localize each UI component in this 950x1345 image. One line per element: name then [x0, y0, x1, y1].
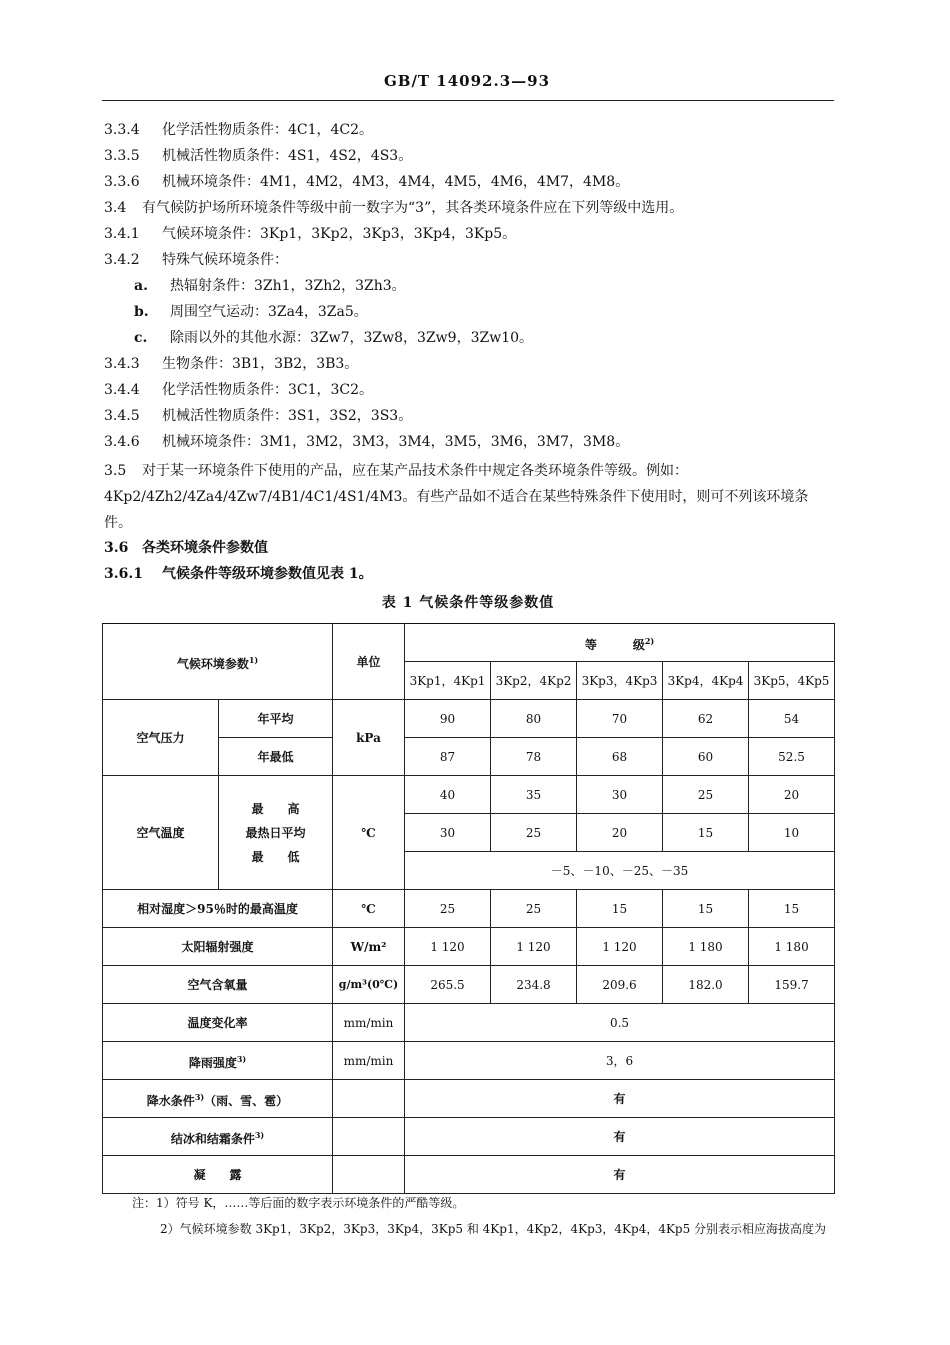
icing-unit [333, 1118, 405, 1156]
table-cell: 54 [749, 700, 835, 738]
table-notes [132, 1190, 842, 1242]
solar-unit: W/m² [333, 928, 405, 966]
clause-3-4-6 [104, 432, 834, 458]
clause-text: 生物条件：3B1，3B2，3B3。 [162, 356, 359, 372]
table-cell: 90 [405, 700, 491, 738]
table-cell: 1 180 [749, 928, 835, 966]
temp-label: 空气温度 [103, 776, 219, 890]
clause-text: 机械环境条件：3M1，3M2，3M3，3M4，3M5，3M6，3M7，3M8。 [162, 434, 630, 450]
table-cell: 3，6 [405, 1042, 835, 1080]
table-cell: 15 [749, 890, 835, 928]
table-cell: 182.0 [663, 966, 749, 1004]
clause-text: 热辐射条件：3Zh1，3Zh2，3Zh3。 [170, 278, 406, 294]
precip-row [103, 1080, 835, 1118]
pressure-sub-min: 年最低 [219, 738, 333, 776]
table-cell: 1 120 [491, 928, 577, 966]
header-row [103, 624, 835, 662]
table-cell: 1 120 [405, 928, 491, 966]
clause-number: 3.4.4 [104, 382, 140, 398]
clause-3-3-4 [104, 120, 834, 146]
humidity-row [103, 890, 835, 928]
table-cell: 87 [405, 738, 491, 776]
clause-text: 化学活性物质条件：4C1，4C2。 [162, 122, 374, 138]
table-cell: 35 [491, 776, 577, 814]
grade-5: 3Kp5，4Kp5 [749, 662, 835, 700]
temp-sub-hotday: 最热日平均 [245, 825, 306, 840]
clause-3-4-2-a [104, 276, 834, 302]
table-cell: 265.5 [405, 966, 491, 1004]
humidity-unit: ℃ [333, 890, 405, 928]
note-2: 2）气候环境参数 3Kp1，3Kp2，3Kp3，3Kp4，3Kp5 和 4Kp1，4Kp2，4Kp3，4Kp4，4Kp5 分别表示相应海拔高度为 [160, 1222, 827, 1236]
clause-3-4-2-c [104, 328, 834, 354]
humidity-label: 相对湿度＞95％时的最高温度 [103, 890, 333, 928]
table-cell: 30 [405, 814, 491, 852]
clause-3-4-5 [104, 406, 834, 432]
climate-parameter-table [102, 623, 835, 1194]
clause-3-4 [104, 198, 834, 224]
grade-2: 3Kp2，4Kp2 [491, 662, 577, 700]
temp-sub-low: 最 低 [251, 849, 300, 864]
clause-text: 气候条件等级环境参数值见表 1。 [162, 566, 373, 582]
rain-row [103, 1042, 835, 1080]
clause-3-5 [104, 458, 834, 536]
head-unit: 单位 [333, 624, 405, 700]
clause-number: 3.4.5 [104, 408, 140, 424]
clause-number: 3.3.6 [104, 174, 140, 190]
precip-label: 降水条件$^{3)}$（雨、雪、雹） [103, 1080, 333, 1118]
table-cell: 有 [405, 1156, 835, 1194]
table-cell: －5、－10、－25、－35 [405, 852, 835, 890]
table-cell: 209.6 [577, 966, 663, 1004]
table-cell: 20 [749, 776, 835, 814]
clause-3-3-5 [104, 146, 834, 172]
temp-change-unit: mm/min [333, 1004, 405, 1042]
table-cell: 20 [577, 814, 663, 852]
clause-3-6-1 [104, 564, 834, 590]
temp-change-row [103, 1004, 835, 1042]
table-cell: 0.5 [405, 1004, 835, 1042]
clause-3-4-3 [104, 354, 834, 380]
table-cell: 52.5 [749, 738, 835, 776]
clause-list [104, 120, 834, 590]
pressure-label: 空气压力 [103, 700, 219, 776]
clause-3-4-2 [104, 250, 834, 276]
head-grade: 等 级$^{2)}$ [405, 624, 835, 662]
clause-number: 3.4.6 [104, 434, 140, 450]
temp-unit: ℃ [333, 776, 405, 890]
clause-text: 机械活性物质条件：4S1，4S2，4S3。 [162, 148, 413, 164]
clause-number: 3.3.4 [104, 122, 140, 138]
clause-number: 3.4.3 [104, 356, 140, 372]
table-cell: 68 [577, 738, 663, 776]
table-cell: 25 [663, 776, 749, 814]
table-cell: 25 [491, 814, 577, 852]
clause-text: 机械活性物质条件：3S1，3S2，3S3。 [162, 408, 413, 424]
clause-text: 各类环境条件参数值 [142, 540, 268, 556]
oxygen-label: 空气含氧量 [103, 966, 333, 1004]
table-cell: 159.7 [749, 966, 835, 1004]
dew-unit [333, 1156, 405, 1194]
oxygen-row [103, 966, 835, 1004]
table-cell: 30 [577, 776, 663, 814]
clause-3-6 [104, 538, 834, 564]
grade-3: 3Kp3，4Kp3 [577, 662, 663, 700]
table-cell: 25 [405, 890, 491, 928]
note-1: 注：1）符号 K，……等后面的数字表示环境条件的严酷等级。 [132, 1196, 465, 1210]
clause-text: 机械环境条件：4M1，4M2，4M3，4M4，4M5，4M6，4M7，4M8。 [162, 174, 630, 190]
grade-1: 3Kp1，4Kp1 [405, 662, 491, 700]
pressure-row-avg [103, 700, 835, 738]
pressure-sub-avg: 年平均 [219, 700, 333, 738]
table-cell: 1 120 [577, 928, 663, 966]
rain-unit: mm/min [333, 1042, 405, 1080]
table-cell: 15 [577, 890, 663, 928]
table-cell: 70 [577, 700, 663, 738]
precip-unit [333, 1080, 405, 1118]
item-letter: b. [134, 304, 149, 320]
clause-text: 化学活性物质条件：3C1，3C2。 [162, 382, 374, 398]
rain-label: 降雨强度$^{3)}$ [103, 1042, 333, 1080]
clause-number: 3.5 [104, 463, 127, 479]
clause-text: 除雨以外的其他水源：3Zw7，3Zw8，3Zw9，3Zw10。 [170, 330, 534, 346]
clause-text: 周围空气运动：3Za4，3Za5。 [170, 304, 368, 320]
table-cell: 25 [491, 890, 577, 928]
page-header: GB/T 14092.3—93 [383, 72, 551, 90]
clause-3-4-1 [104, 224, 834, 250]
solar-label: 太阳辐射强度 [103, 928, 333, 966]
clause-3-3-6 [104, 172, 834, 198]
item-letter: c. [134, 330, 148, 346]
temp-row-high [103, 776, 835, 814]
clause-number: 3.4.2 [104, 252, 140, 268]
table-cell: 1 180 [663, 928, 749, 966]
icing-row [103, 1118, 835, 1156]
table-cell: 234.8 [491, 966, 577, 1004]
clause-text: 气候环境条件：3Kp1，3Kp2，3Kp3，3Kp4，3Kp5。 [162, 226, 517, 242]
solar-row [103, 928, 835, 966]
clause-text: 对于某一环境条件下使用的产品，应在某产品技术条件中规定各类环境条件等级。例如：4Kp2/4Zh2/4Za4/4Zw7/4B1/4C1/4S1/4M3。有些产品如不适合在某些特殊条件下使用时，则可不列该环境条件。 [104, 463, 809, 531]
dew-row [103, 1156, 835, 1194]
icing-label: 结冰和结霜条件$^{3)}$ [103, 1118, 333, 1156]
clause-number: 3.4.1 [104, 226, 140, 242]
clause-number: 3.3.5 [104, 148, 140, 164]
clause-number: 3.6 [104, 540, 129, 556]
grade-4: 3Kp4，4Kp4 [663, 662, 749, 700]
clause-text: 有气候防护场所环境条件等级中前一数字为“3”，其各类环境条件应在下列等级中选用。 [142, 200, 684, 216]
clause-3-4-4 [104, 380, 834, 406]
clause-3-4-2-b [104, 302, 834, 328]
table-cell: 15 [663, 890, 749, 928]
table-cell: 80 [491, 700, 577, 738]
table-cell: 有 [405, 1080, 835, 1118]
clause-number: 3.4 [104, 200, 127, 216]
clause-text: 特殊气候环境条件： [162, 252, 288, 268]
temp-change-label: 温度变化率 [103, 1004, 333, 1042]
pressure-unit: kPa [333, 700, 405, 776]
table-cell: 15 [663, 814, 749, 852]
item-letter: a. [134, 278, 148, 294]
temp-sub-labels [219, 776, 333, 890]
oxygen-unit: g/m³(0℃) [333, 966, 405, 1004]
table-caption: 表 1 气候条件等级参数值 [381, 595, 555, 611]
head-param: 气候环境参数$^{1)}$ [103, 624, 333, 700]
table-cell: 78 [491, 738, 577, 776]
table-cell: 10 [749, 814, 835, 852]
table-cell: 62 [663, 700, 749, 738]
dew-label: 凝 露 [103, 1156, 333, 1194]
temp-sub-high: 最 高 [251, 801, 300, 816]
clause-number: 3.6.1 [104, 566, 143, 582]
table-cell: 有 [405, 1118, 835, 1156]
table-cell: 40 [405, 776, 491, 814]
header-rule [102, 100, 834, 101]
table-cell: 60 [663, 738, 749, 776]
